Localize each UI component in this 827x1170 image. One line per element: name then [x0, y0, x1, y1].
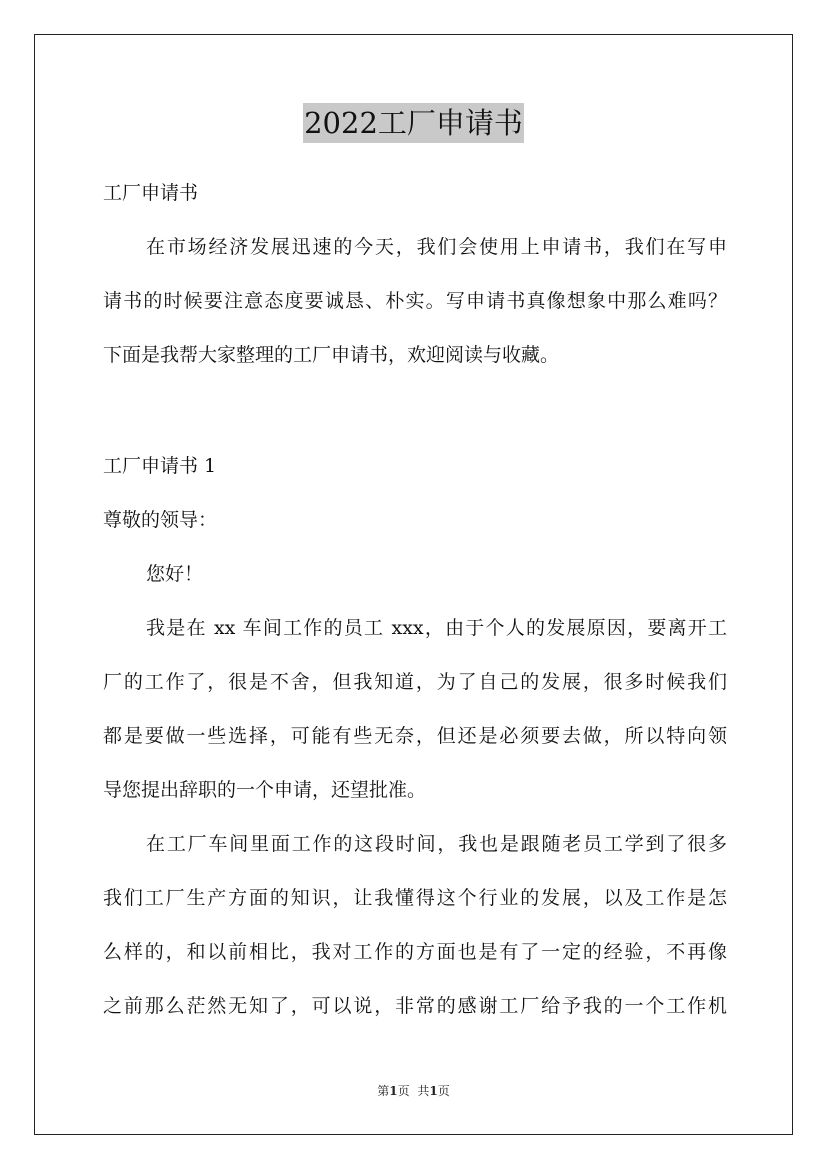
document-title: 2022工厂申请书 — [303, 103, 524, 143]
page-label-prefix: 第 — [377, 1084, 390, 1098]
salutation: 尊敬的领导： — [103, 509, 218, 531]
paragraph-line: 么样的，和以前相比，我对工作的方面也是有了一定的经验，不再像 — [103, 941, 727, 963]
paragraph-line: 都是要做一些选择，可能有些无奈，但还是必须要去做，所以特向领 — [103, 725, 727, 747]
intro-line: 请书的时候要注意态度要诚恳、朴实。写申请书真像想象中那么难吗？ — [103, 290, 727, 312]
total-label-suffix: 页 — [437, 1084, 450, 1098]
total-label-prefix: 共 — [417, 1084, 430, 1098]
section-title: 工厂申请书 1 — [103, 455, 217, 477]
total-pages: 1 — [429, 1084, 438, 1098]
greeting: 您好！ — [146, 563, 204, 585]
page-label-suffix: 页 — [397, 1084, 410, 1098]
intro-line: 在市场经济发展迅速的今天，我们会使用上申请书，我们在写申 — [146, 236, 727, 258]
paragraph-line: 我们工厂生产方面的知识，让我懂得这个行业的发展，以及工作是怎 — [103, 887, 727, 909]
paragraph-line: 之前那么茫然无知了，可以说，非常的感谢工厂给予我的一个工作机 — [103, 995, 727, 1017]
paragraph-line: 在工厂车间里面工作的这段时间，我也是跟随老员工学到了很多 — [146, 833, 727, 855]
document-heading: 工厂申请书 — [103, 182, 199, 204]
page-footer — [0, 1083, 827, 1099]
paragraph-line: 我是在 xx 车间工作的员工 xxx，由于个人的发展原因，要离开工 — [146, 617, 727, 639]
paragraph-line: 导您提出辞职的一个申请，还望批准。 — [103, 779, 427, 801]
page-number: 1 — [389, 1084, 398, 1098]
intro-line: 下面是我帮大家整理的工厂申请书，欢迎阅读与收藏。 — [103, 344, 560, 366]
paragraph-line: 厂的工作了，很是不舍，但我知道，为了自己的发展，很多时候我们 — [103, 671, 727, 693]
title-container — [0, 103, 827, 143]
